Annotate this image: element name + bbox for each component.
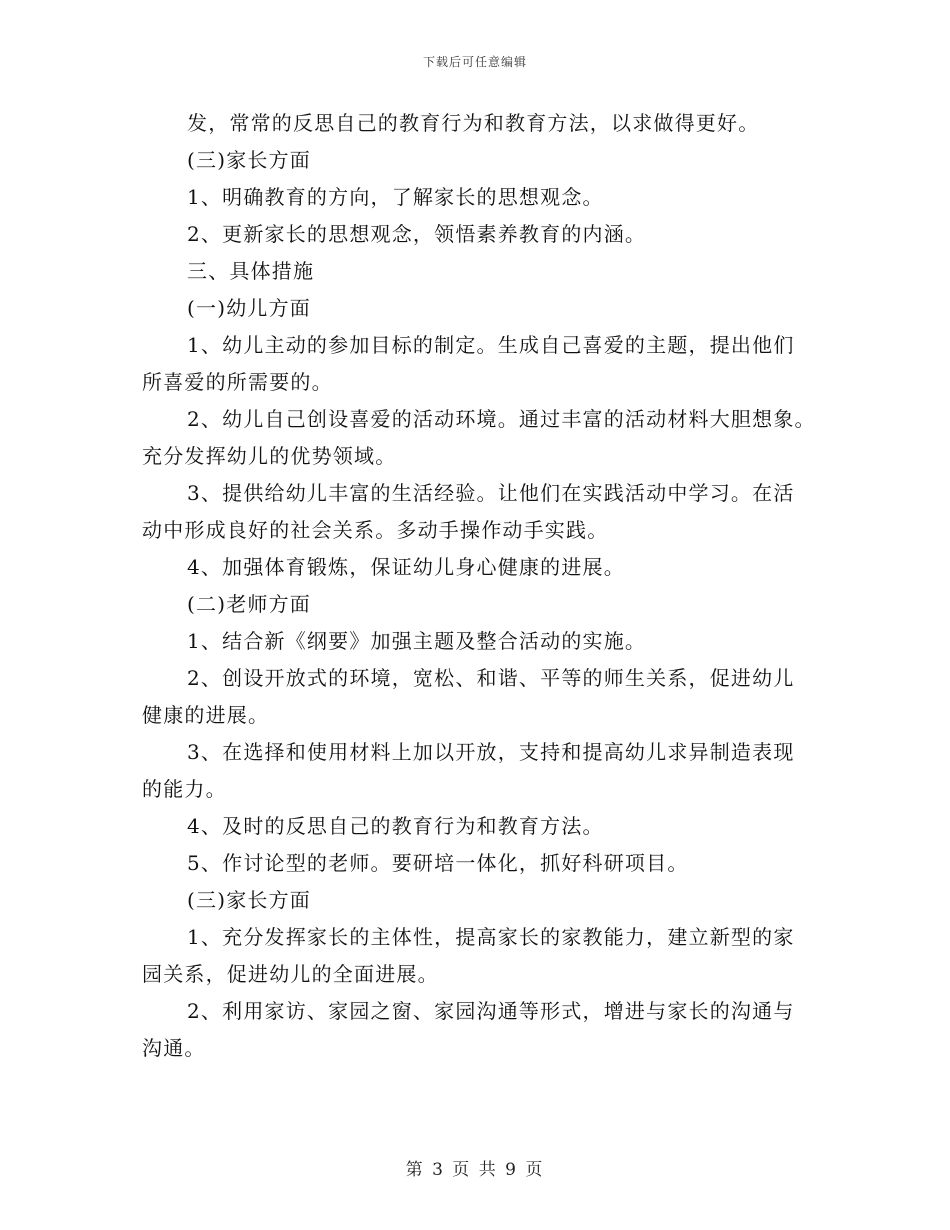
section-heading: (三)家长方面 — [187, 148, 312, 172]
text-line: 2、利用家访、家园之窗、家园沟通等形式，增进与家长的沟通与 — [187, 999, 795, 1023]
text-line: 4、及时的反思自己的教育行为和教育方法。 — [187, 814, 604, 838]
page-header: 下载后可任意编辑 — [422, 55, 527, 69]
text-line: 2、幼儿自己创设喜爱的活动环境。通过丰富的活动材料大胆想象。 — [187, 407, 816, 431]
text-line: 5、作讨论型的老师。要研培一体化，抓好科研项目。 — [187, 851, 689, 875]
section-heading: (三)家长方面 — [187, 888, 312, 912]
section-heading: 三、具体措施 — [187, 259, 315, 283]
text-line: 1、明确教育的方向，了解家长的思想观念。 — [187, 185, 604, 209]
text-line: 4、加强体育锻炼，保证幼儿身心健康的进展。 — [187, 555, 625, 579]
text-line: 1、充分发挥家长的主体性，提高家长的家教能力，建立新型的家 — [187, 925, 795, 949]
text-line: 3、提供给幼儿丰富的生活经验。让他们在实践活动中学习。在活 — [187, 481, 795, 505]
text-line: 所喜爱的所需要的。 — [142, 370, 333, 394]
document-body — [142, 105, 817, 1067]
text-line: 1、幼儿主动的参加目标的制定。生成自己喜爱的主题，提出他们 — [187, 333, 795, 357]
section-heading: (二)老师方面 — [187, 592, 312, 616]
text-line: 2、创设开放式的环境，宽松、和谐、平等的师生关系，促进幼儿 — [187, 666, 795, 690]
text-line: 2、更新家长的思想观念，领悟素养教育的内涵。 — [187, 222, 647, 246]
text-line: 的能力。 — [142, 777, 227, 801]
text-line: 沟通。 — [142, 1036, 206, 1060]
text-line: 园关系，促进幼儿的全面进展。 — [142, 962, 439, 986]
text-line: 健康的进展。 — [142, 703, 270, 727]
section-heading: (一)幼儿方面 — [187, 296, 312, 320]
text-line: 1、结合新《纲要》加强主题及整合活动的实施。 — [187, 629, 647, 653]
text-line: 3、在选择和使用材料上加以开放，支持和提高幼儿求异制造表现 — [187, 740, 795, 764]
text-line: 发，常常的反思自己的教育行为和教育方法，以求做得更好。 — [187, 111, 760, 135]
page-number: 第 3 页 共 9 页 — [405, 1160, 545, 1180]
text-line: 充分发挥幼儿的优势领域。 — [142, 444, 397, 468]
text-line: 动中形成良好的社会关系。多动手操作动手实践。 — [142, 518, 609, 542]
